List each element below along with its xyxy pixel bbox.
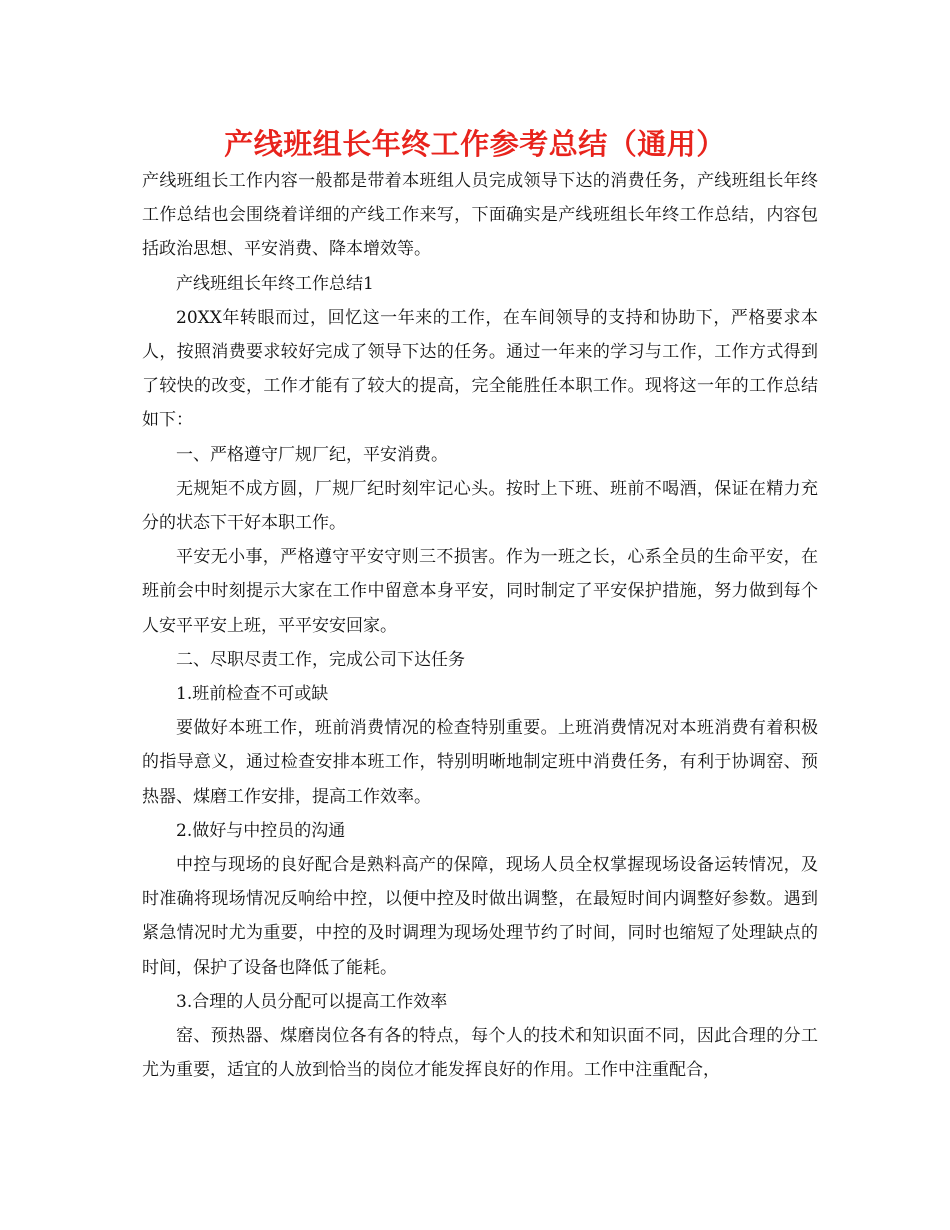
subsection-heading: 1.班前检查不可或缺 [176,684,329,705]
subsection-heading: 2.做好与中控员的沟通 [176,820,346,841]
document-body [142,164,818,1087]
section-heading: 二、尽职尽责工作，完成公司下达任务 [176,649,465,670]
subsection-heading: 3.合理的人员分配可以提高工作效率 [176,991,448,1012]
paragraph: 中控与现场的良好配合是熟料高产的保障，现场人员全权掌握现场设备运转情况，及时准确将现场情况反响给中控，以便中控及时做出调整，在最短时间内调整好参数。遇到紧急情况时尤为重要，中控的及时调理为现场处理节约了时间，同时也缩短了处理缺点的时间，保护了设备也降低了能耗。 [142,855,818,978]
paragraph: 平安无小事，严格遵守平安守则三不损害。作为一班之长，心系全员的生命平安，在班前会中时刻提示大家在工作中留意本身平安，同时制定了平安保护措施，努力做到每个人安平平安上班，平平安安回家。 [142,547,818,636]
document-title: 产线班组长年终工作参考总结（通用） [224,127,726,161]
paragraph: 窑、预热器、煤磨岗位各有各的特点，每个人的技术和知识面不同，因此合理的分工尤为重要，适宜的人放到恰当的岗位才能发挥良好的作用。工作中注重配合， [142,1026,818,1081]
paragraph: 要做好本班工作，班前消费情况的检查特别重要。上班消费情况对本班消费有着积极的指导意义，通过检查安排本班工作，特别明晰地制定班中消费任务，有利于协调窑、预热器、煤磨工作安排，提高工作效率。 [142,718,818,807]
paragraph: 20XX年转眼而过，回忆这一年来的工作，在车间领导的支持和协助下，严格要求本人，按照消费要求较好完成了领导下达的任务。通过一年来的学习与工作，工作方式得到了较快的改变，工作才能有了较大的提高，完全能胜任本职工作。现将这一年的工作总结如下： [142,307,818,431]
section-heading: 产线班组长年终工作总结1 [176,273,374,294]
paragraph: 无规矩不成方圆，厂规厂纪时刻牢记心头。按时上下班、班前不喝酒，保证在精力充分的状态下干好本职工作。 [142,478,818,534]
section-heading: 一、严格遵守厂规厂纪，平安消费。 [176,444,448,465]
paragraph-intro: 产线班组长工作内容一般都是带着本班组人员完成领导下达的消费任务，产线班组长年终工作总结也会围绕着详细的产线工作来写，下面确实是产线班组长年终工作总结，内容包括政治思想、平安消费、降本增效等。 [142,171,818,260]
